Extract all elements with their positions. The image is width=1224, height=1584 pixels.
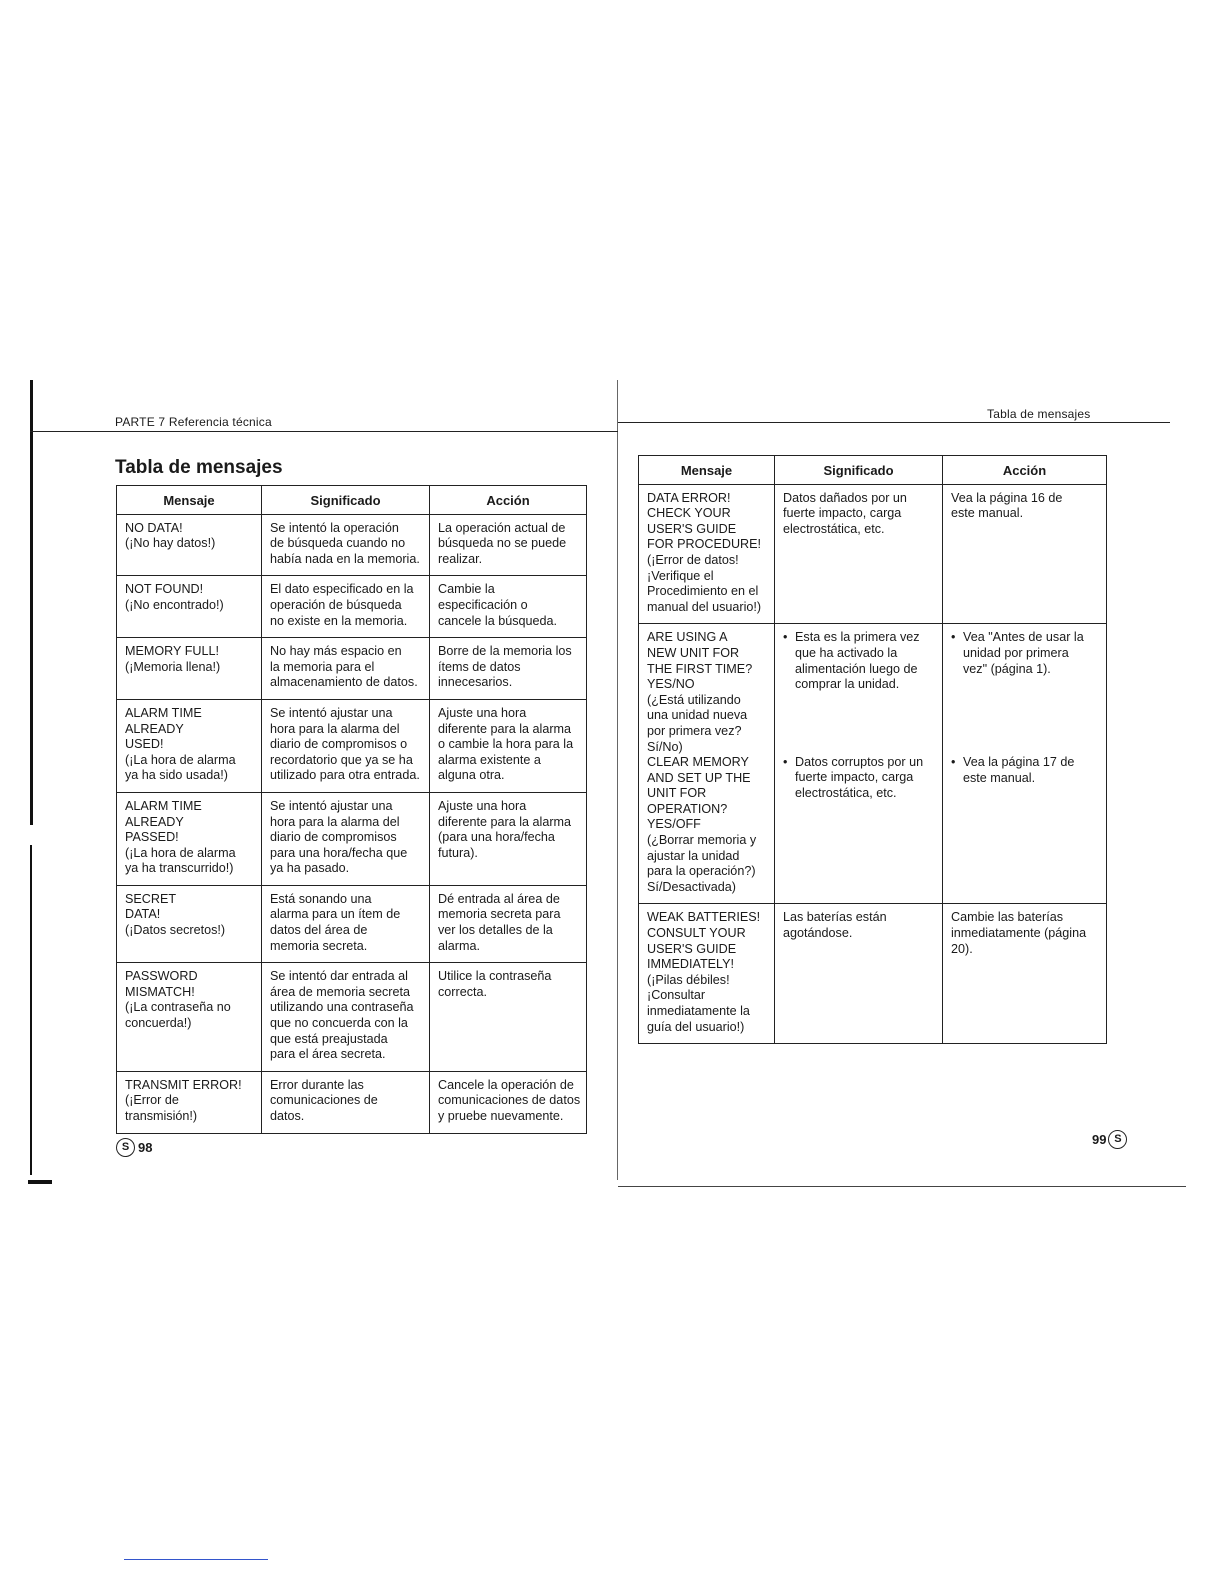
bullet-line: Vea la página 17 de xyxy=(963,755,1075,770)
meaning-cell-line: datos. xyxy=(270,1109,305,1123)
meaning-cell-line: que no concuerda con la xyxy=(270,1016,408,1031)
meaning-cell-line: ya ha pasado. xyxy=(270,861,350,876)
message-cell xyxy=(117,963,262,1072)
action-cell-line: alarma. xyxy=(438,938,480,953)
meaning-cell xyxy=(262,885,430,962)
table-row xyxy=(117,963,587,1072)
message-cell xyxy=(117,514,262,576)
message-cell-line: PASSED! xyxy=(125,830,179,845)
message-cell-line: ALREADY xyxy=(125,721,184,736)
meaning-cell xyxy=(262,576,430,638)
meaning-cell-line: para una hora/fecha que xyxy=(270,845,408,860)
message-cell xyxy=(639,624,775,904)
bullet-icon: • xyxy=(783,754,788,769)
right-page-folio xyxy=(1092,1130,1127,1149)
message-line: UNIT FOR xyxy=(647,786,707,801)
action-cell-line: búsqueda no se puede xyxy=(438,536,567,551)
action-cell xyxy=(943,624,1107,904)
message-cell xyxy=(117,885,262,962)
message-cell-line: WEAK BATTERIES! xyxy=(647,910,761,925)
bullet-icon: • xyxy=(783,630,788,645)
message-cell xyxy=(117,1071,262,1133)
message-line: Sí/No) xyxy=(647,739,683,754)
action-cell-line: Ajuste una hora xyxy=(438,705,527,720)
language-s-icon: S xyxy=(1108,1130,1127,1149)
bullet-text xyxy=(963,630,1084,677)
action-cell xyxy=(430,638,587,700)
action-cell xyxy=(430,963,587,1072)
message-cell-line: FOR PROCEDURE! xyxy=(647,537,762,552)
meaning-cell-line: hora para la alarma del xyxy=(270,814,400,829)
message-cell-line: manual del usuario!) xyxy=(647,599,762,614)
message-group xyxy=(647,755,768,895)
right-running-head: Tabla de mensajes xyxy=(987,407,1091,421)
action-cell-line: Dé entrada al área de xyxy=(438,891,560,906)
message-cell-line: transmisión!) xyxy=(125,1109,198,1123)
message-line: (¿Borrar memoria y xyxy=(647,833,757,848)
bullet-text xyxy=(795,630,920,692)
message-line: OPERATION? xyxy=(647,801,728,816)
left-page-folio xyxy=(116,1138,152,1157)
message-cell-line: (¡Error de datos! xyxy=(647,552,739,567)
meaning-cell xyxy=(262,963,430,1072)
meaning-cell xyxy=(262,1071,430,1133)
action-cell xyxy=(430,885,587,962)
meaning-cell-line: no existe en la memoria. xyxy=(270,613,408,628)
message-line: (¿Está utilizando xyxy=(647,692,741,707)
action-cell-line: este manual. xyxy=(951,506,1024,521)
bullet-item xyxy=(951,755,1100,786)
column-header-mensaje: Mensaje xyxy=(117,486,262,515)
bullet-text xyxy=(795,755,923,802)
meaning-cell-line: memoria secreta. xyxy=(270,938,368,953)
meaning-cell-line: Datos dañados por un xyxy=(783,490,907,505)
message-cell-line: (¡La hora de alarma xyxy=(125,845,236,860)
message-cell-line: concuerda!) xyxy=(125,1016,192,1031)
message-cell xyxy=(117,638,262,700)
meaning-cell xyxy=(775,624,943,904)
message-cell-line: PASSWORD xyxy=(125,969,198,984)
action-cell-line: comunicaciones de datos xyxy=(438,1093,581,1108)
left-corner-mark xyxy=(28,1180,52,1184)
action-cell xyxy=(430,514,587,576)
action-cell-line: memoria secreta para xyxy=(438,907,561,922)
message-cell-line: DATA ERROR! xyxy=(647,490,731,505)
action-cell-line: La operación actual de xyxy=(438,520,566,535)
action-cell-line: Cancele la operación de xyxy=(438,1077,574,1092)
meaning-cell-line: diario de compromisos xyxy=(270,830,397,845)
meaning-cell-line: para el área secreta. xyxy=(270,1047,386,1062)
message-cell-line: (¡Error de xyxy=(125,1093,179,1108)
meaning-cell xyxy=(262,638,430,700)
bullet-line: unidad por primera xyxy=(963,645,1069,660)
meaning-cell-line: Se intentó ajustar una xyxy=(270,705,393,720)
action-cell-line: diferente para la alarma xyxy=(438,721,572,736)
meaning-cell-line: utilizando una contraseña xyxy=(270,1000,414,1015)
table-row xyxy=(117,792,587,885)
table-row xyxy=(639,624,1107,904)
message-line: ARE USING A xyxy=(647,630,728,645)
bullet-line: vez" (página 1). xyxy=(963,661,1051,676)
action-cell-line: diferente para la alarma xyxy=(438,814,572,829)
message-cell-line: NOT FOUND! xyxy=(125,582,204,597)
column-header-accion: Acción xyxy=(943,456,1107,485)
action-cell xyxy=(430,576,587,638)
bottom-link-underline xyxy=(124,1559,268,1560)
meaning-cell-line: agotándose. xyxy=(783,926,853,941)
message-cell-line: ya ha transcurrido!) xyxy=(125,861,234,876)
right-bottom-rule xyxy=(618,1186,1186,1187)
action-cell-line: Cambie la xyxy=(438,582,495,597)
message-cell-line: inmediatamente la xyxy=(647,1004,750,1018)
meaning-cell-line: alarma para un ítem de xyxy=(270,907,401,922)
meaning-cell-line: electrostática, etc. xyxy=(783,521,885,536)
action-cell-line: Vea la página 16 de xyxy=(951,490,1063,505)
message-cell xyxy=(117,699,262,792)
bullet-line: Vea "Antes de usar la xyxy=(963,630,1084,645)
left-page-number: 98 xyxy=(138,1140,153,1155)
message-line: NEW UNIT FOR xyxy=(647,645,740,660)
action-cell-line: futura). xyxy=(438,845,478,860)
action-cell-line: o cambie la hora para la xyxy=(438,737,574,752)
message-cell xyxy=(639,484,775,624)
message-cell-line: Procedimiento en el xyxy=(647,584,759,599)
meaning-cell-line: Se intentó la operación xyxy=(270,520,399,535)
message-line: Sí/Desactivada) xyxy=(647,879,736,894)
meaning-cell-line: Está sonando una xyxy=(270,891,372,906)
message-cell-line: DATA! xyxy=(125,907,161,922)
message-line: una unidad nueva xyxy=(647,708,748,723)
table-row xyxy=(117,514,587,576)
page-title: Tabla de mensajes xyxy=(115,457,283,478)
meaning-cell-line: Las baterías están xyxy=(783,910,887,925)
table-header-row xyxy=(117,486,587,515)
meaning-cell-line: de búsqueda cuando no xyxy=(270,536,406,551)
action-cell xyxy=(430,699,587,792)
meaning-cell-line: que está preajustada xyxy=(270,1031,388,1046)
table-row xyxy=(639,904,1107,1044)
action-cell xyxy=(430,792,587,885)
action-cell-line: Ajuste una hora xyxy=(438,798,527,813)
meaning-cell-line: No hay más espacio en xyxy=(270,644,402,659)
message-group xyxy=(647,630,768,755)
meaning-cell-line: operación de búsqueda xyxy=(270,597,402,612)
message-line: YES/OFF xyxy=(647,817,701,832)
meaning-cell xyxy=(775,904,943,1044)
bullet-item xyxy=(783,630,936,692)
meaning-cell-line: Se intentó ajustar una xyxy=(270,798,393,813)
message-cell-line: ya ha sido usada!) xyxy=(125,768,228,783)
message-cell-line: (¡La hora de alarma xyxy=(125,752,236,767)
action-cell-line: alarma existente a xyxy=(438,752,541,767)
left-header-rule xyxy=(30,431,618,432)
column-header-accion: Acción xyxy=(430,486,587,515)
action-cell-line: innecesarios. xyxy=(438,675,513,690)
bullet-line: Datos corruptos por un xyxy=(795,754,924,769)
bullet-item xyxy=(951,630,1100,677)
action-cell-line: Borre de la memoria los xyxy=(438,644,572,659)
meaning-cell-line: hora para la alarma del xyxy=(270,721,400,736)
table-row xyxy=(117,1071,587,1133)
column-header-significado: Significado xyxy=(775,456,943,485)
action-cell-line: inmediatamente (página xyxy=(951,926,1087,941)
table-row xyxy=(117,885,587,962)
message-cell-line: ¡Verifique el xyxy=(647,568,714,583)
message-cell-line: MISMATCH! xyxy=(125,984,195,999)
gutter-line xyxy=(617,380,618,1180)
action-cell-line: 20). xyxy=(951,941,973,956)
action-cell-line: ver los detalles de la xyxy=(438,923,553,938)
message-cell-line: CHECK YOUR xyxy=(647,506,731,521)
message-cell-line: (¡Datos secretos!) xyxy=(125,923,226,938)
message-line: ajustar la unidad xyxy=(647,848,740,863)
message-cell-line: ALREADY xyxy=(125,814,184,829)
column-header-mensaje: Mensaje xyxy=(639,456,775,485)
action-cell-line: correcta. xyxy=(438,984,487,999)
left-margin-bar-lower xyxy=(30,845,32,1175)
meaning-cell-line: la memoria para el xyxy=(270,659,375,674)
action-cell-line: ítems de datos xyxy=(438,659,521,674)
meaning-cell xyxy=(262,514,430,576)
bullet-line: fuerte impacto, carga xyxy=(795,770,914,785)
message-cell-line: USER'S GUIDE xyxy=(647,941,737,956)
bullet-line: este manual. xyxy=(963,770,1036,785)
message-cell xyxy=(639,904,775,1044)
message-cell-line: (¡Memoria llena!) xyxy=(125,659,221,674)
action-cell-line: cancele la búsqueda. xyxy=(438,613,558,628)
bullet-line: que ha activado la xyxy=(795,645,898,660)
meaning-cell-line: El dato especificado en la xyxy=(270,582,414,597)
action-cell-line: y pruebe nuevamente. xyxy=(438,1109,564,1123)
meaning-cell xyxy=(262,792,430,885)
message-cell-line: ALARM TIME xyxy=(125,798,202,813)
message-cell-line: guía del usuario!) xyxy=(647,1019,745,1034)
left-running-head: PARTE 7 Referencia técnica xyxy=(115,415,272,429)
table-row xyxy=(639,484,1107,624)
meaning-cell-line: Error durante las xyxy=(270,1077,364,1092)
bullet-icon: • xyxy=(951,630,956,645)
left-message-table xyxy=(116,485,587,1134)
meaning-cell-line: almacenamiento de datos. xyxy=(270,675,418,690)
message-line: CLEAR MEMORY xyxy=(647,755,749,770)
message-cell-line: USER'S GUIDE xyxy=(647,521,737,536)
message-cell-line: NO DATA! xyxy=(125,520,183,535)
meaning-cell-line: recordatorio que ya se ha xyxy=(270,752,413,767)
message-line: para la operación?) xyxy=(647,864,756,879)
bullet-line: Esta es la primera vez xyxy=(795,630,920,645)
message-cell-line: ¡Consultar xyxy=(647,988,706,1003)
message-line: por primera vez? xyxy=(647,723,742,738)
meaning-cell-line: diario de compromisos o xyxy=(270,737,408,752)
action-cell-line: alguna otra. xyxy=(438,768,505,783)
bullet-line: alimentación luego de xyxy=(795,661,918,676)
action-cell-line: realizar. xyxy=(438,551,483,566)
meaning-cell-line: Se intentó dar entrada al xyxy=(270,969,408,984)
table-row xyxy=(117,576,587,638)
action-cell xyxy=(943,904,1107,1044)
meaning-cell-line: datos del área de xyxy=(270,923,368,938)
message-cell-line: (¡No encontrado!) xyxy=(125,597,224,612)
column-header-significado: Significado xyxy=(262,486,430,515)
message-cell-line: (¡Pilas débiles! xyxy=(647,972,730,987)
language-s-icon: S xyxy=(116,1138,135,1157)
meaning-cell xyxy=(262,699,430,792)
left-margin-bar xyxy=(30,380,33,825)
message-cell-line: (¡No hay datos!) xyxy=(125,536,216,551)
action-cell-line: especificación o xyxy=(438,597,528,612)
meaning-cell-line: utilizado para otra entrada. xyxy=(270,768,420,783)
message-line: THE FIRST TIME? xyxy=(647,661,753,676)
meaning-cell-line: fuerte impacto, carga xyxy=(783,506,902,521)
action-cell-line: (para una hora/fecha xyxy=(438,830,555,845)
meaning-cell-line: área de memoria secreta xyxy=(270,984,410,999)
meaning-cell-line: comunicaciones de xyxy=(270,1093,378,1108)
message-cell-line: SECRET xyxy=(125,891,177,906)
message-cell-line: MEMORY FULL! xyxy=(125,644,220,659)
message-cell xyxy=(117,792,262,885)
message-cell xyxy=(117,576,262,638)
bullet-icon: • xyxy=(951,755,956,770)
message-cell-line: USED! xyxy=(125,737,164,752)
right-message-table xyxy=(638,455,1107,1044)
action-cell-line: Utilice la contraseña xyxy=(438,969,552,984)
bullet-item xyxy=(783,755,936,802)
message-line: YES/NO xyxy=(647,677,695,692)
message-cell-line: CONSULT YOUR xyxy=(647,926,746,941)
table-row xyxy=(117,699,587,792)
message-cell-line: IMMEDIATELY! xyxy=(647,957,734,972)
action-cell-line: Cambie las baterías xyxy=(951,910,1063,925)
bullet-line: electrostática, etc. xyxy=(795,785,897,800)
right-header-rule xyxy=(618,422,1170,423)
bullet-line: comprar la unidad. xyxy=(795,677,900,692)
action-cell xyxy=(430,1071,587,1133)
message-cell-line: (¡La contraseña no xyxy=(125,1000,231,1015)
message-line: AND SET UP THE xyxy=(647,770,751,785)
table-row xyxy=(117,638,587,700)
meaning-cell xyxy=(775,484,943,624)
message-cell-line: ALARM TIME xyxy=(125,705,202,720)
bullet-text xyxy=(963,755,1074,786)
right-page-number: 99 xyxy=(1092,1132,1107,1147)
table-header-row xyxy=(639,456,1107,485)
action-cell xyxy=(943,484,1107,624)
meaning-cell-line: había nada en la memoria. xyxy=(270,551,420,566)
message-cell-line: TRANSMIT ERROR! xyxy=(125,1077,242,1092)
